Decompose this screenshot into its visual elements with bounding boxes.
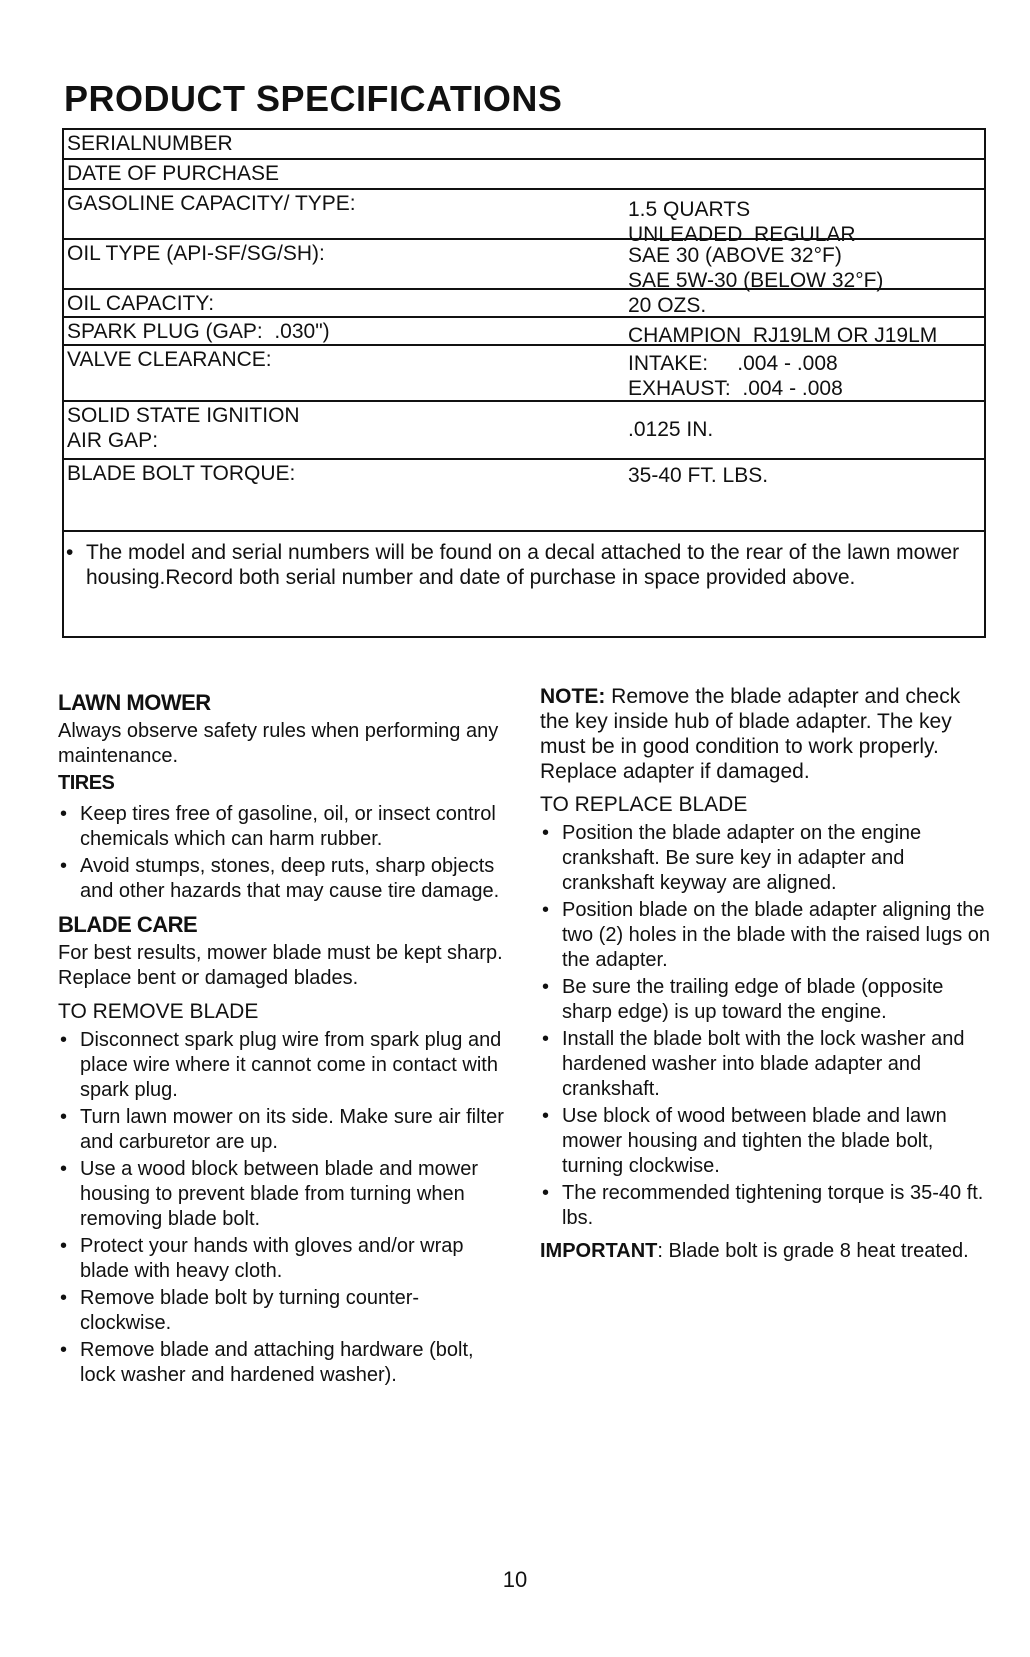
- list-item-text: Be sure the trailing edge of blade (opposite sharp edge) is up toward the engine.: [562, 976, 944, 1023]
- spec-label: SOLID STATE IGNITION AIR GAP:: [67, 404, 300, 452]
- list-item: [540, 1181, 995, 1231]
- list-item-text: Position the blade adapter on the engine crankshaft. Be sure key in adapter and crankshaft keyway are aligned.: [562, 822, 922, 894]
- note-paragraph-text: Remove the blade adapter and check the key inside hub of blade adapter. The key must be in good condition to work properly. Replace adapter if damaged.: [540, 685, 961, 783]
- bullet-icon: •: [60, 1158, 68, 1180]
- list-item: [58, 1105, 508, 1155]
- spec-value-line: .0125 IN.: [628, 418, 714, 441]
- spec-value: [628, 417, 713, 442]
- bullet-icon: •: [542, 899, 550, 921]
- important-text: : Blade bolt is grade 8 heat treated.: [657, 1240, 969, 1262]
- list-item-text: The recommended tightening torque is 35-40 ft. lbs.: [562, 1182, 984, 1229]
- blade-care-text: For best results, mower blade must be kept sharp. Replace bent or damaged blades.: [58, 942, 503, 989]
- list-item-text: Disconnect spark plug wire from spark plug and place wire where it cannot come in contact with spark plug.: [80, 1029, 502, 1101]
- list-item: [540, 1027, 995, 1102]
- list-item: [58, 854, 508, 904]
- spec-label: VALVE CLEARANCE:: [67, 348, 272, 371]
- important-paragraph: [540, 1239, 995, 1264]
- spec-value: [628, 293, 706, 318]
- tires-list: [58, 802, 508, 904]
- bullet-icon: •: [542, 822, 550, 844]
- list-item-text: Position blade on the blade adapter aligning the two (2) holes in the blade with the raised lugs on the adapter.: [562, 899, 991, 971]
- spec-value-line: CHAMPION RJ19LM OR J19LM: [628, 324, 938, 347]
- spec-value-line: INTAKE: .004 - .008: [628, 352, 838, 375]
- specifications-box: [62, 128, 986, 638]
- bullet-icon: •: [60, 803, 68, 825]
- list-item-text: Turn lawn mower on its side. Make sure air filter and carburetor are up.: [80, 1106, 504, 1153]
- spec-row: [64, 400, 986, 458]
- blade-care-heading: BLADE CARE: [58, 912, 198, 937]
- list-item: [58, 802, 508, 852]
- spec-value-line: 20 OZS.: [628, 294, 707, 317]
- list-item: [58, 1338, 508, 1388]
- list-item-text: Remove blade bolt by turning counter-clockwise.: [80, 1287, 420, 1334]
- spec-label: DATE OF PURCHASE: [67, 162, 279, 185]
- left-column: [58, 684, 508, 1396]
- lawn-mower-text: Always observe safety rules when performing any maintenance.: [58, 720, 499, 767]
- list-item: [58, 1157, 508, 1232]
- spec-row: [64, 344, 986, 400]
- spec-row: [64, 288, 986, 316]
- bullet-icon: •: [542, 1028, 550, 1050]
- list-item: [58, 1234, 508, 1284]
- bullet-icon: •: [60, 1029, 68, 1051]
- replace-blade-list: [540, 821, 995, 1231]
- spec-row: [64, 188, 986, 246]
- spec-row: [64, 316, 986, 347]
- bullet-icon: •: [542, 976, 550, 998]
- bullet-icon: •: [60, 855, 68, 877]
- list-item: [540, 975, 995, 1025]
- tires-heading: TIRES: [58, 772, 115, 794]
- list-item-text: Avoid stumps, stones, deep ruts, sharp objects and other hazards that may cause tire damage.: [80, 855, 500, 902]
- lawn-mower-heading: LAWN MOWER: [58, 690, 211, 715]
- important-label: IMPORTANT: [540, 1240, 658, 1262]
- specifications-note: [64, 530, 986, 590]
- spec-value-line: 1.5 QUARTS: [628, 198, 751, 221]
- list-item: [540, 821, 995, 896]
- bullet-icon: •: [66, 541, 74, 564]
- spec-value-line: SAE 5W-30 (BELOW 32°F): [628, 269, 884, 292]
- spec-label: GASOLINE CAPACITY/ TYPE:: [67, 192, 356, 215]
- list-item-text: Keep tires free of gasoline, oil, or insect control chemicals which can harm rubber.: [80, 803, 496, 850]
- bullet-icon: •: [542, 1182, 550, 1204]
- page-title: PRODUCT SPECIFICATIONS: [64, 78, 563, 119]
- list-item: [540, 898, 995, 973]
- note-text: The model and serial numbers will be found on a decal attached to the rear of the lawn mower housing.Record both serial number and date of purchase in space provided above.: [86, 541, 960, 589]
- spec-label: BLADE BOLT TORQUE:: [67, 462, 296, 485]
- list-item: [58, 1286, 508, 1336]
- list-item-text: Use block of wood between blade and lawn mower housing and tighten the blade bolt, turning clockwise.: [562, 1105, 947, 1177]
- remove-blade-heading: TO REMOVE BLADE: [58, 1000, 259, 1023]
- page-number: 10: [502, 1567, 528, 1592]
- note-label: NOTE:: [540, 685, 606, 708]
- right-column: [540, 684, 995, 1272]
- spec-value: [628, 243, 883, 293]
- bullet-icon: •: [60, 1339, 68, 1361]
- bullet-icon: •: [60, 1106, 68, 1128]
- list-item-text: Protect your hands with gloves and/or wrap blade with heavy cloth.: [80, 1235, 464, 1282]
- list-item-text: Install the blade bolt with the lock washer and hardened washer into blade adapter and crankshaft.: [562, 1028, 965, 1100]
- list-item: [540, 1104, 995, 1179]
- specifications-table: [64, 128, 986, 496]
- bullet-icon: •: [60, 1287, 68, 1309]
- spec-row: [64, 158, 986, 188]
- bullet-icon: •: [542, 1105, 550, 1127]
- spec-label: OIL TYPE (API-SF/SG/SH):: [67, 242, 325, 265]
- spec-value-line: 35-40 FT. LBS.: [628, 464, 769, 487]
- spec-label: SPARK PLUG (GAP: .030"): [67, 320, 330, 343]
- spec-label: SERIALNUMBER: [67, 132, 233, 155]
- replace-blade-heading: TO REPLACE BLADE: [540, 793, 748, 816]
- spec-row: [64, 458, 986, 496]
- list-item-text: Remove blade and attaching hardware (bolt, lock washer and hardened washer).: [80, 1339, 474, 1386]
- spec-value: [628, 463, 768, 488]
- list-item-text: Use a wood block between blade and mower housing to prevent blade from turning when removing blade bolt.: [80, 1158, 479, 1230]
- spec-value-line: SAE 30 (ABOVE 32°F): [628, 244, 842, 267]
- spec-row: [64, 128, 986, 158]
- spec-row: [64, 238, 986, 292]
- spec-value-line: EXHAUST: .004 - .008: [628, 377, 843, 400]
- list-item: [58, 1028, 508, 1103]
- spec-value-line: UNLEADED REGULAR: [628, 223, 856, 246]
- spec-label: OIL CAPACITY:: [67, 292, 215, 315]
- remove-blade-list: [58, 1028, 508, 1388]
- spec-value: [628, 351, 843, 401]
- bullet-icon: •: [60, 1235, 68, 1257]
- note-paragraph: [540, 684, 995, 784]
